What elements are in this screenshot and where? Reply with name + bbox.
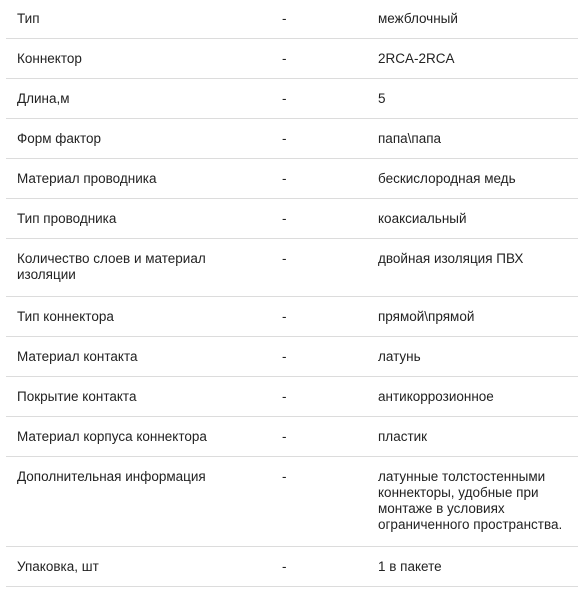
spec-row-type <box>6 0 578 39</box>
spec-name: Дополнительная информация <box>6 457 272 547</box>
spec-row-conductor-material <box>6 159 578 199</box>
spec-separator: - <box>272 337 368 377</box>
spec-row-housing-material <box>6 417 578 457</box>
spec-name: Материал проводника <box>6 159 272 199</box>
spec-separator: - <box>272 417 368 457</box>
spec-name: Покрытие контакта <box>6 377 272 417</box>
spec-value: коаксиальный <box>368 199 578 239</box>
spec-row-packaging <box>6 547 578 587</box>
spec-name: Тип проводника <box>6 199 272 239</box>
spec-separator: - <box>272 119 368 159</box>
spec-name: Тип коннектора <box>6 297 272 337</box>
spec-value: двойная изоляция ПВХ <box>368 239 578 297</box>
spec-separator: - <box>272 377 368 417</box>
spec-row-additional-info <box>6 457 578 547</box>
spec-value: прямой\прямой <box>368 297 578 337</box>
spec-separator: - <box>272 159 368 199</box>
spec-value: межблочный <box>368 0 578 39</box>
spec-name: Тип <box>6 0 272 39</box>
spec-row-conductor-type <box>6 199 578 239</box>
spec-name: Материал корпуса коннектора <box>6 417 272 457</box>
spec-row-insulation <box>6 239 578 297</box>
spec-name: Материал контакта <box>6 337 272 377</box>
spec-value: пластик <box>368 417 578 457</box>
spec-value: 5 <box>368 79 578 119</box>
spec-separator: - <box>272 457 368 547</box>
spec-separator: - <box>272 239 368 297</box>
spec-name: Длина,м <box>6 79 272 119</box>
spec-row-connector <box>6 39 578 79</box>
specifications-table <box>6 0 578 587</box>
spec-row-form-factor <box>6 119 578 159</box>
spec-row-contact-coating <box>6 377 578 417</box>
spec-separator: - <box>272 297 368 337</box>
spec-value: латунные толстостенными коннекторы, удобные при монтаже в условиях ограниченного пространства. <box>368 457 578 547</box>
spec-name: Форм фактор <box>6 119 272 159</box>
spec-separator: - <box>272 39 368 79</box>
spec-separator: - <box>272 199 368 239</box>
spec-name: Упаковка, шт <box>6 547 272 587</box>
spec-separator: - <box>272 547 368 587</box>
spec-separator: - <box>272 79 368 119</box>
spec-value: латунь <box>368 337 578 377</box>
spec-name: Коннектор <box>6 39 272 79</box>
spec-row-length <box>6 79 578 119</box>
spec-value: антикоррозионное <box>368 377 578 417</box>
spec-row-connector-type <box>6 297 578 337</box>
spec-name: Количество слоев и материал изоляции <box>6 239 272 297</box>
spec-value: 1 в пакете <box>368 547 578 587</box>
spec-separator: - <box>272 0 368 39</box>
spec-row-contact-material <box>6 337 578 377</box>
spec-value: папа\папа <box>368 119 578 159</box>
spec-value: 2RCA-2RCA <box>368 39 578 79</box>
spec-value: бескислородная медь <box>368 159 578 199</box>
